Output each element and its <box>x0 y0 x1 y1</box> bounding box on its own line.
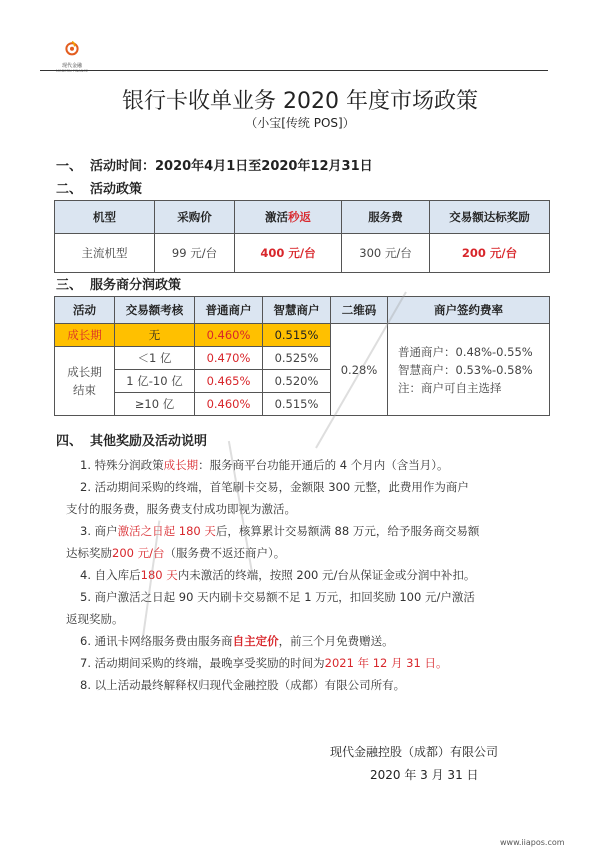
section-label: 活动时间：2020年4月1日至2020年12月31日 <box>90 159 373 174</box>
note-item-5: 5. 商户激活之日起 90 天内刷卡交易额不足 1 万元，扣回奖励 100 元/户激活 <box>80 590 475 604</box>
rate-smart: 智慧商户：0.53%-0.58% <box>398 362 533 377</box>
section-number: 三、 <box>56 278 83 293</box>
rate-normal: 普通商户：0.48%-0.55% <box>398 344 533 359</box>
cell-service-fee: 300 元/台 <box>342 234 430 273</box>
cell-normal-rate: 0.460% <box>195 324 263 347</box>
header-activity: 活动 <box>55 297 115 324</box>
cell-smart-rate: 0.520% <box>263 370 331 393</box>
cell-smart-rate: 0.515% <box>263 324 331 347</box>
section-activity-policy <box>56 178 142 197</box>
header-price: 采购价 <box>155 201 235 234</box>
cell-activation: 400 元/台 <box>235 234 342 273</box>
header-volume: 交易额考核 <box>115 297 195 324</box>
cell-normal-rate: 0.470% <box>195 347 263 370</box>
cell-price: 99 元/台 <box>155 234 235 273</box>
company-logo <box>52 40 92 73</box>
table-row <box>55 234 550 273</box>
cell-period-growth: 成长期 <box>55 324 115 347</box>
section-other-rewards <box>56 430 207 449</box>
section-activity-time <box>56 155 373 174</box>
header-signing-rate: 商户签约费率 <box>388 297 550 324</box>
activity-policy-table <box>54 200 550 273</box>
note-item-8: 8. 以上活动最终解释权归现代金融控股（成都）有限公司所有。 <box>80 678 406 692</box>
cell-volume: 1 亿-10 亿 <box>115 370 195 393</box>
header-service-fee: 服务费 <box>342 201 430 234</box>
header-reward: 交易额达标奖励 <box>430 201 550 234</box>
cell-smart-rate: 0.525% <box>263 347 331 370</box>
note-item-6: 6. 通讯卡网络服务费由服务商自主定价，前三个月免费赠送。 <box>80 634 394 648</box>
cell-volume: 无 <box>115 324 195 347</box>
note-item-3-cont: 达标奖励200 元/台（服务费不返还商户）。 <box>66 546 286 560</box>
section-number: 二、 <box>56 182 83 197</box>
cell-volume: ≥10 亿 <box>115 393 195 416</box>
header-model: 机型 <box>55 201 155 234</box>
document-subtitle: （小宝[传统 POS]） <box>245 116 355 130</box>
note-item-5-cont: 返现奖励。 <box>66 612 124 626</box>
cell-model: 主流机型 <box>55 234 155 273</box>
section-label: 服务商分润政策 <box>90 278 182 293</box>
header-qr: 二维码 <box>331 297 388 324</box>
note-item-1: 1. 特殊分润政策成长期：服务商平台功能开通后的 4 个月内（含当月）。 <box>80 458 449 472</box>
logo-name: 现代金融 <box>61 63 82 69</box>
logo-subtext: MODERN FINANCE <box>55 69 89 73</box>
signature-company: 现代金融控股（成都）有限公司 <box>330 745 499 759</box>
section-number: 四、 <box>56 434 83 449</box>
rate-note: 注：商户可自主选择 <box>398 380 502 395</box>
cell-period-after: 成长期结束 <box>55 347 115 416</box>
cell-volume: ＜1 亿 <box>115 347 195 370</box>
section-number: 一、 <box>56 159 83 174</box>
profit-sharing-table <box>54 296 550 416</box>
footer-url: www.iiapos.com <box>500 838 565 847</box>
cell-reward: 200 元/台 <box>430 234 550 273</box>
header-divider <box>40 70 548 71</box>
note-item-2: 2. 活动期间采购的终端，首笔刷卡交易，金额限 300 元整，此费用作为商户 <box>80 480 469 494</box>
table-header-row <box>55 201 550 234</box>
note-item-3: 3. 商户激活之日起 180 天后，核算累计交易额满 88 万元，给予服务商交易额 <box>80 524 480 538</box>
table-row <box>55 324 550 347</box>
section-label: 活动政策 <box>90 182 143 197</box>
document-title: 银行卡收单业务 2020 年度市场政策 <box>122 89 478 114</box>
section-profit-sharing <box>56 274 181 293</box>
cell-qr-rate: 0.28% <box>331 324 388 416</box>
table-header-row <box>55 297 550 324</box>
cell-signing-rate <box>388 324 550 416</box>
header-activation: 激活秒返 <box>235 201 342 234</box>
note-item-7: 7. 活动期间采购的终端，最晚享受奖励的时间为2021 年 12 月 31 日。 <box>80 656 448 670</box>
note-item-2-cont: 支付的服务费，服务费支付成功即视为激活。 <box>66 502 296 516</box>
cell-normal-rate: 0.460% <box>195 393 263 416</box>
header-normal-merchant: 普通商户 <box>195 297 263 324</box>
cell-smart-rate: 0.515% <box>263 393 331 416</box>
note-item-4: 4. 自入库后180 天内未激活的终端，按照 200 元/台从保证金或分润中补扣。 <box>80 568 476 582</box>
header-smart-merchant: 智慧商户 <box>263 297 331 324</box>
cell-normal-rate: 0.465% <box>195 370 263 393</box>
section-label: 其他奖励及活动说明 <box>90 434 208 449</box>
signature-date: 2020 年 3 月 31 日 <box>370 768 479 782</box>
logo-icon <box>64 40 80 56</box>
